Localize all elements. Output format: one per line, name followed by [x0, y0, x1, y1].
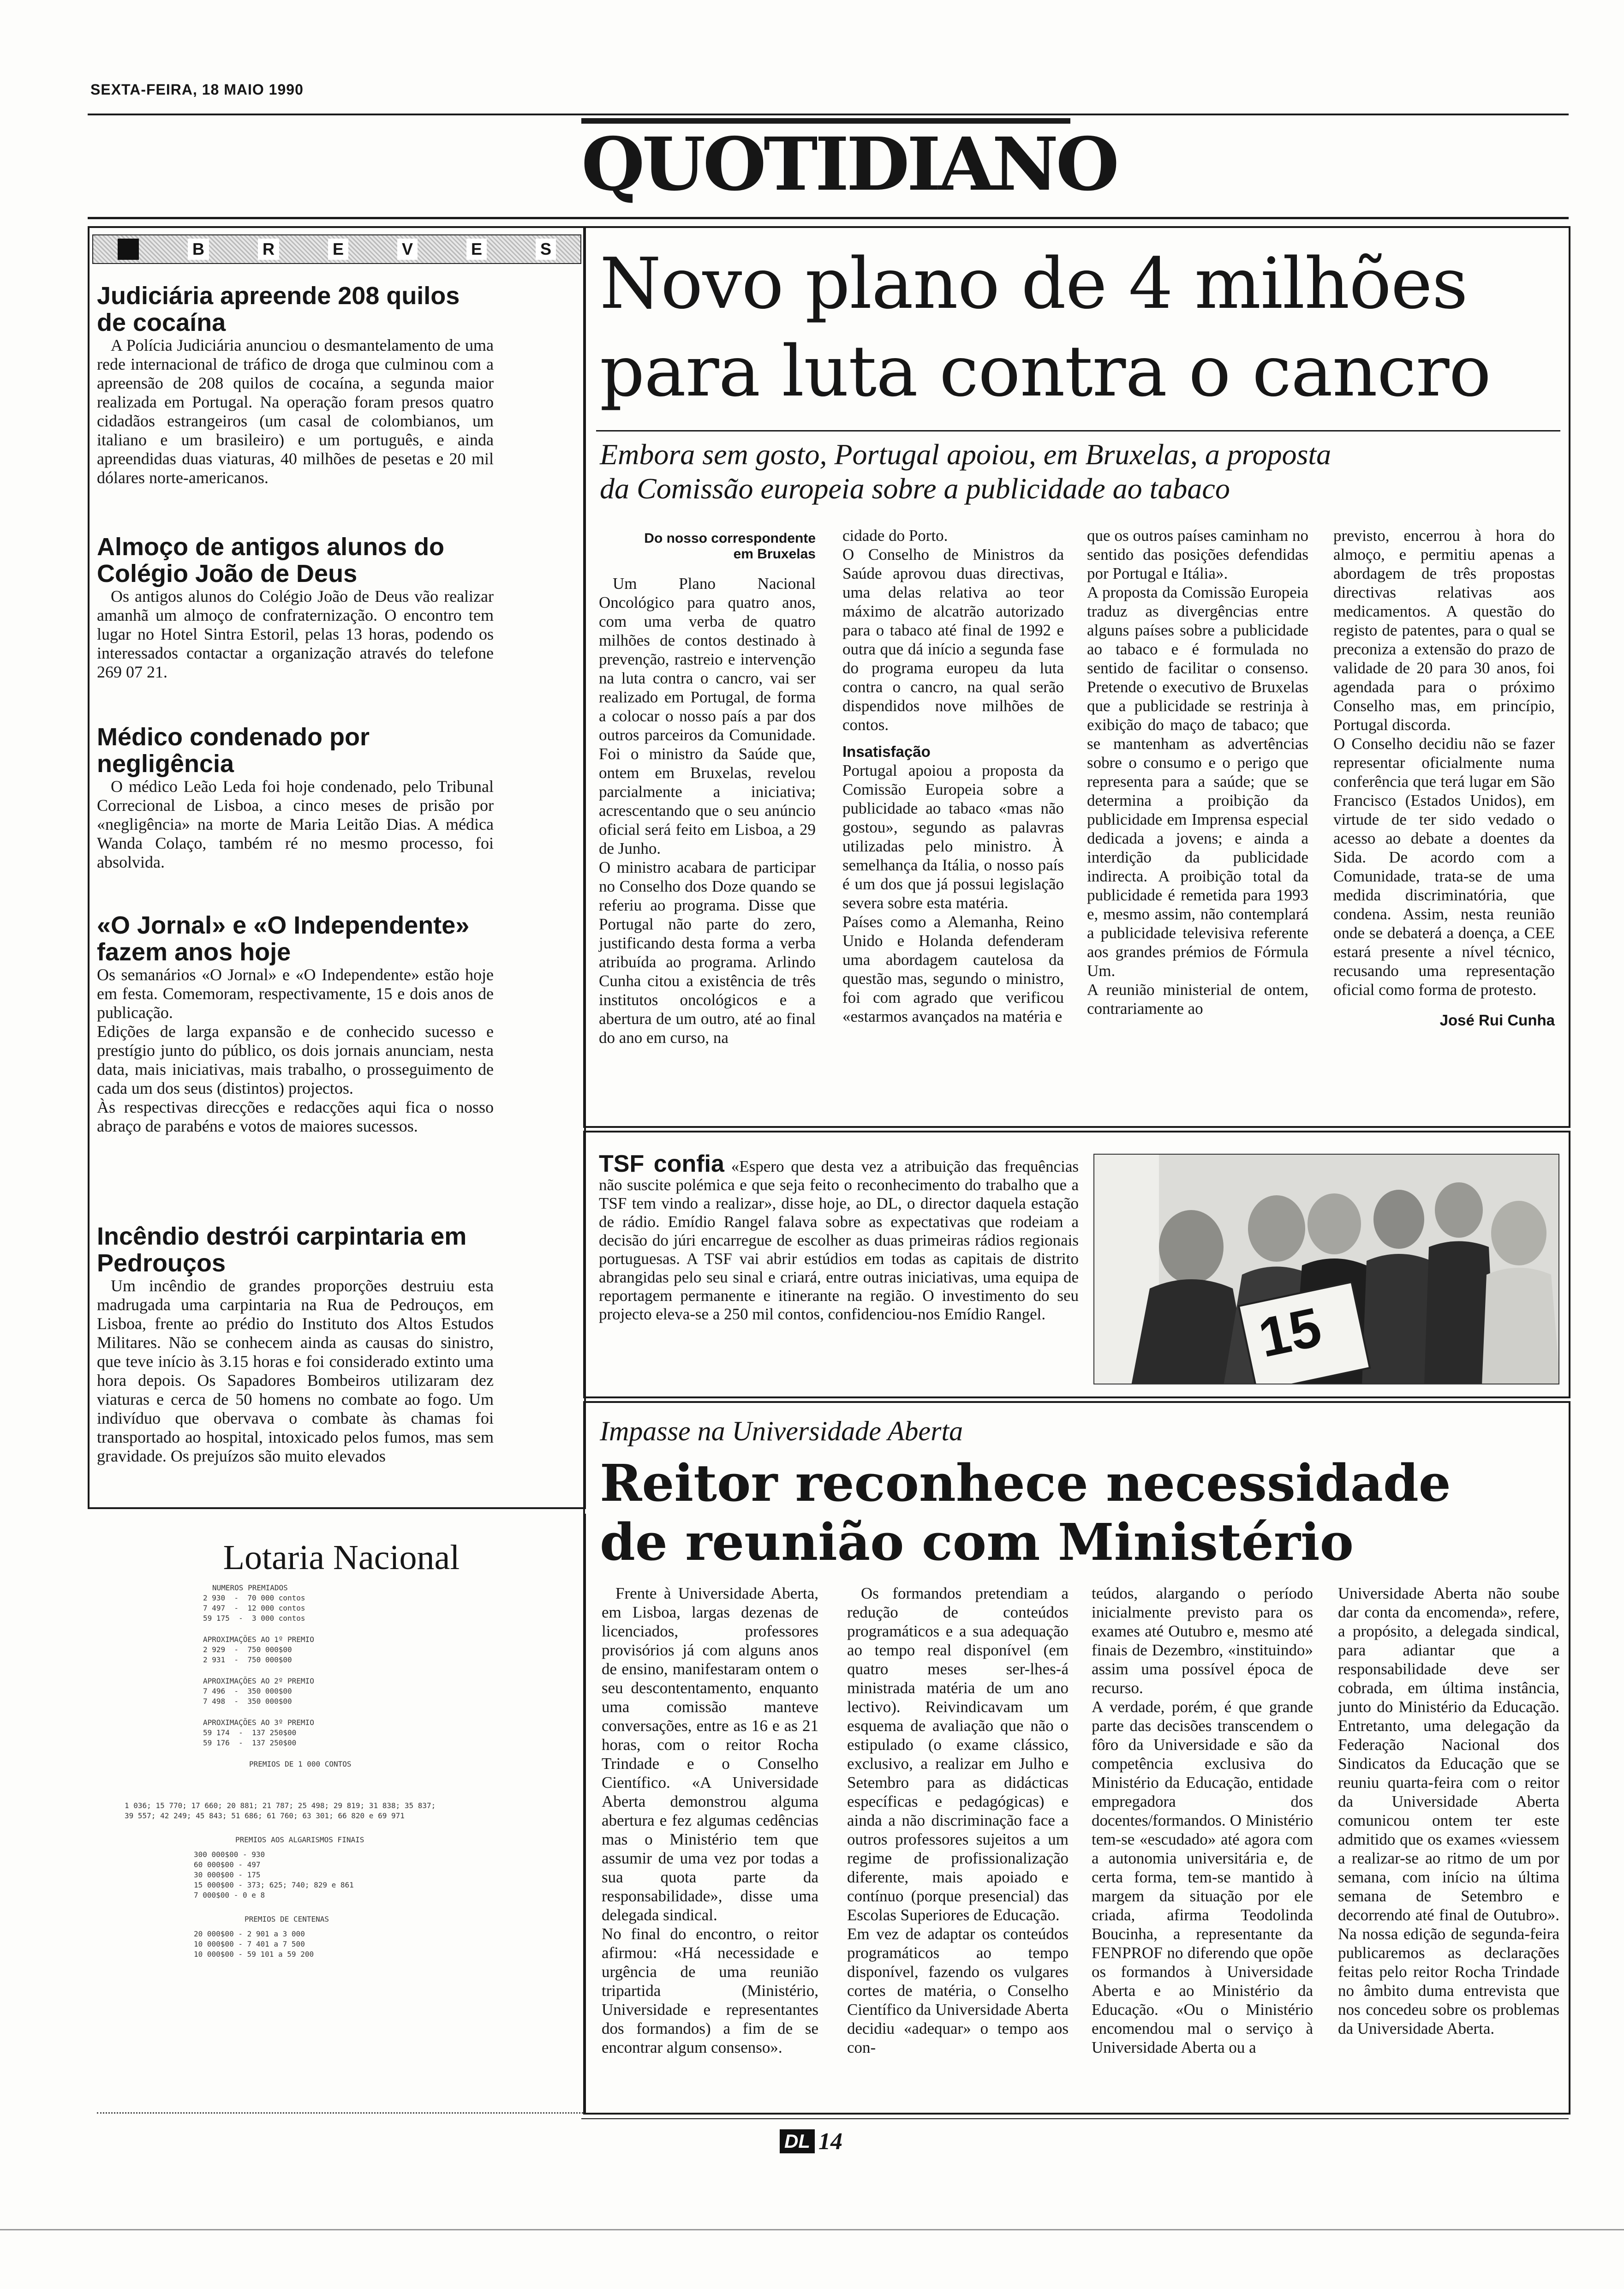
lottery-line: 7 498 - 350 000$00 — [203, 1697, 292, 1706]
article-text: previsto, encerrou à hora do almoço, e permitiu apenas a abordagem de três propostas directivas relativas aos medicamentos. A questão do registo de patentes, para o qual se preconiza a extensão do prazo de validade de 20 para 30 anos, foi agendada para o próximo Conselho mas, em princípio, Portugal discorda. O Conselho decidiu não se fazer representar oficialmente numa conferência que terá lugar em São Francisco (Estados Unidos), em virtude de ter sido vedado o acesso ao debate a doentes da Sida. De acordo com a Comunidade, trata-se de uma medida discriminatória, que condena. Assim, nesta reunião onde se debaterá a doença, a CEE estará presente a nível técnico, recusando uma representação oficial como forma de protesto. — [1333, 527, 1555, 999]
header-rule-top — [88, 114, 1569, 115]
footer-rule — [581, 2118, 1569, 2119]
lottery-line: 59 175 - 3 000 contos — [203, 1614, 305, 1623]
universidade-headline — [600, 1454, 1559, 1572]
lottery-line: 30 000$00 - 175 — [194, 1870, 261, 1879]
universidade-col-4 — [1338, 1584, 1559, 2038]
main-col-1 — [599, 531, 816, 1047]
header-rule-bottom — [88, 217, 1569, 219]
subhead: Insatisfação — [842, 743, 931, 760]
brief-item — [97, 1223, 494, 1466]
lottery-line: APROXIMAÇÕES AO 2º PREMIO — [203, 1677, 314, 1685]
lottery-line: 7 496 - 350 000$00 — [203, 1687, 292, 1696]
dl-logo: DL — [780, 2129, 815, 2153]
lottery-title: Lotaria Nacional — [223, 1538, 460, 1577]
lottery-line: 10 000$00 - 59 101 a 59 200 — [194, 1950, 314, 1959]
lottery-results — [203, 1583, 572, 1769]
lottery-line: PREMIOS AOS ALGARISMOS FINAIS — [235, 1835, 364, 1844]
page-edge-line — [0, 2229, 1624, 2230]
lottery-line: 7 000$00 - 0 e 8 — [194, 1891, 265, 1900]
brief-title: Médico condenado por negligência — [97, 723, 370, 778]
lottery-line: 59 176 - 137 250$00 — [203, 1738, 297, 1747]
universidade-kicker: Impasse na Universidade Aberta — [600, 1416, 963, 1446]
brief-item — [97, 724, 494, 872]
tsf-kicker: TSF confia — [599, 1150, 724, 1177]
main-col-4 — [1333, 526, 1555, 1030]
lottery-line: 300 000$00 - 930 — [194, 1850, 265, 1859]
lottery-line: 2 931 - 750 000$00 — [203, 1655, 292, 1664]
tsf-text — [599, 1150, 1079, 1324]
breves-letter: E — [328, 239, 348, 260]
lottery-line: 59 174 - 137 250$00 — [203, 1728, 297, 1737]
lottery-line: 1 036; 15 770; 17 660; 20 881; 21 787; 25 498; 29 819; 31 838; 35 837; — [125, 1801, 436, 1810]
lottery-line: APROXIMAÇÕES AO 3º PREMIO — [203, 1718, 314, 1727]
lottery-line: 7 497 - 12 000 contos — [203, 1604, 305, 1612]
main-col-2 — [842, 526, 1064, 1026]
article-text: teúdos, alargando o período inicialmente previsto para os exames até Outubro e, mesmo até finais de Dezembro, «instituindo» assim uma possível época de recurso. A verdade, porém, é que grande parte das decisões transcendem o fôro da Universidade e são da competência exclusiva do Ministério da Educação, entidade empregadora dos docentes/formandos. O Ministério tem-se «escudado» até agora com a autonomia universitária e, de certa forma, tem-se mantido à margem da situação por ele criada, afirma Teodolinda Boucinha, a representante da FENPROF no diferendo que opõe os formandos à Universidade Aberta e ao Ministério da Educação. «Ou o Ministério encomendou mal o serviço à Universidade Aberta ou a — [1092, 1584, 1313, 2056]
article-text: que os outros países caminham no sentido das posições defendidas por Portugal e Itália». A proposta da Comissão Europeia traduz as divergências entre alguns países sobre a publicidade ao tabaco e é formulada no sentido de facilitar o consenso. Pretende o executivo de Bruxelas que a publicidade se restrinja à exibição do maço de tabaco; que se mantenham as advertências sobre o consumo e o perigo que representa para a saúde; que se determina a proibição da publicidade em Imprensa especial dedicada a jovens; e ainda a interdição da publicidade indirecta. A proibição total da publicidade é remetida para 1993 e, mesmo assim, não contemplará a publicidade televisiva referente aos grandes prémios de Fórmula Um. A reunião ministerial de ontem, contrariamente ao — [1087, 527, 1308, 1018]
brief-item — [97, 533, 494, 682]
breves-letter: B — [188, 239, 209, 260]
brief-body: Os semanários «O Jornal» e «O Independente» estão hoje em festa. Comemoram, respectivamente, 15 e dois anos de publicação. Edições de larga expansão e de conhecido sucesso e prestígio junto do público, os dois jornais anunciam, nesta data, mais iniciativas, mais trabalho, o prosseguimento de cada um dos seus (distintos) projectos. Às respectivas direcções e redacções aqui fica o nosso abraço de parabéns e votos de maiores sucessos. — [97, 965, 494, 1135]
main-deck-line: da Comissão europeia sobre a publicidade ao tabaco — [600, 472, 1230, 505]
lottery-line: 10 000$00 - 7 401 a 7 500 — [194, 1940, 305, 1948]
lottery-results-wide — [125, 1801, 577, 1959]
people-photo-icon — [1094, 1155, 1559, 1384]
brief-body: Um incêndio de grandes proporções destruiu esta madrugada uma carpintaria na Rua de Pedrouços, em Lisboa, frente ao prédio do Instituto dos Altos Estudos Militares. Não se conhecem ainda as causas do sinistro, que teve início às 3.15 horas e foi considerado extinto uma hora depois. Os Sapadores Bombeiros utilizaram dez viaturas e cerca de 50 homens no combate ao fogo. Um indivíduo que obervava o combate às chamas foi transportado ao hospital, intoxicado pelos fumos, mas sem gravidade. Os prejuízos são muito elevados — [97, 1276, 494, 1465]
lottery-line: APROXIMAÇÕES AO 1º PREMIO — [203, 1635, 314, 1644]
universidade-headline-line: de reunião com Ministério — [600, 1512, 1354, 1572]
brief-title: Almoço de antigos alunos do Colégio João de Deus — [97, 533, 445, 587]
main-deck — [600, 437, 1559, 506]
article-text: Os formandos pretendiam a redução de conteúdos programáticos e a sua adequação ao tempo real disponível (em quatro meses ser-lhes-á ministrada matéria de um ano lectivo). Reivindicavam um esquema de avaliação que não o estipulado (o exame clássico, exclusivo, a realizar em Julho e Setembro para as didácticas específicas e pedagógicas) e ainda a não discriminação face a outros professores sujeitos a um regime de profissionalização diferente, mais apoiado e contínuo (porque presencial) das Escolas Superiores de Educação. Em vez de adaptar os conteúdos programáticos ao tempo disponível, fazendo os vulgares cortes de matéria, o Conselho Científico da Universidade Aberta decidiu «adequar» o tempo aos con- — [847, 1584, 1069, 2056]
brief-body: A Polícia Judiciária anunciou o desmantelamento de uma rede internacional de tráfico de droga que culminou com a apreensão de 208 quilos de cocaína, a segunda maior realizada em Portugal. Na operação foram presos quatro cidadãos estrangeiros (um casal de colombianos, um italiano e um brasileiro) e um português, e ainda apreendidas duas viaturas, 40 milhões de pesetas e 20 mil dólares norte-americanos. — [97, 336, 494, 487]
breves-letter: V — [397, 239, 418, 260]
lottery-line: 2 930 - 70 000 contos — [203, 1594, 305, 1602]
svg-text:15: 15 — [1253, 1295, 1327, 1369]
page-number: 14 — [818, 2128, 842, 2155]
lottery-line: NUMEROS PREMIADOS — [212, 1583, 288, 1592]
universidade-headline-line: Reitor reconhece necessidade — [600, 1453, 1451, 1513]
breves-letter: E — [466, 239, 487, 260]
article-text: Frente à Universidade Aberta, em Lisboa, largas dezenas de licenciados, professores provisórios já com alguns anos de ensino, manifestaram ontem o seu descontentamento, enquanto uma comissão manteve conversações, entre as 16 e as 21 horas, com o reitor Rocha Trindade e o Conselho Científico. «A Universidade Aberta demonstrou alguma abertura e fez algumas cedências mas o Ministério tem que assumir de uma vez por todas a sua quota parte da responsabilidade», disse uma delegada sindical. No final do encontro, o reitor afirmou: «Há necessidade e urgência de uma reunião tripartida (Ministério, Universidade e representantes dos formandos) a fim de se encontrar algum consenso». — [602, 1584, 818, 2056]
universidade-col-2 — [847, 1584, 1069, 2057]
main-headline — [600, 240, 1559, 415]
universidade-col-3 — [1092, 1584, 1313, 2057]
tsf-body-text: «Espero que desta vez a atribuição das frequências não suscite polémica e que seja feito o reconhecimento do trabalho que a TSF tem vindo a realizar», disse hoje, ao DL, o director daquela estação de rádio. Emídio Rangel falava sobre as expectativas que rodeiam a decisão do júri encarregue de escolher as duas primeiras rádios regionais portuguesas. A TSF vai abrir estúdios em todas as capitais de distrito abrangidas pelo seu sinal e criará, entre outras iniciativas, uma equipa de reportagem permanente e itinerante na região. O investimento do seu projecto eleva-se a 250 mil contos, confidenciou-nos Emídio Rangel. — [599, 1157, 1079, 1323]
footer-folio — [780, 2127, 842, 2155]
main-headline-rule — [596, 430, 1560, 431]
main-headline-line: para luta contra o cancro — [600, 330, 1491, 412]
brief-body: O médico Leão Leda foi hoje condenado, pelo Tribunal Correcional de Lisboa, a cinco meses de prisão por «negligência» na morte de Maria Leitão Dias. A médica Wanda Colaço, também ré no mesmo processo, foi absolvida. — [97, 777, 494, 871]
brief-body: Os antigos alunos do Colégio João de Deus vão realizar amanhã um almoço de confraternização. O encontro tem lugar no Hotel Sintra Estoril, pelas 13 horas, podendo os interessados contactar a organização através do telefone 269 07 21. — [97, 587, 494, 681]
dateline: SEXTA-FEIRA, 18 MAIO 1990 — [90, 81, 304, 98]
main-deck-line: Embora sem gosto, Portugal apoiou, em Bruxelas, a proposta — [600, 438, 1331, 471]
universidade-top-rule — [583, 1401, 1570, 1403]
main-col-3 — [1087, 526, 1308, 1018]
tsf-photo — [1093, 1154, 1559, 1384]
brief-item — [97, 282, 494, 487]
author-byline: José Rui Cunha — [1439, 1012, 1555, 1029]
brief-title: Judiciária apreende 208 quilos de cocaína — [97, 282, 460, 336]
article-text: Portugal apoiou a proposta da Comissão Europeia sobre a publicidade ao tabaco «mas não gostou», segundo as palavras utilizadas pelo ministro. À semelhança da Itália, o nosso país é um dos que já possui legislação severa sobre esta matéria. Países como a Alemanha, Reino Unido e Holanda defenderam uma abordagem cautelosa da questão mas, segundo o ministro, foi com agrado que verificou «estarmos avançados na matéria e — [842, 761, 1064, 1025]
lottery-line: 2 929 - 750 000$00 — [203, 1645, 292, 1654]
lottery-line: PREMIOS DE CENTENAS — [245, 1915, 329, 1923]
brief-title: «O Jornal» e «O Independente» fazem anos hoje — [97, 911, 470, 966]
breves-letter: R — [258, 239, 279, 260]
byline-top: Do nosso correspondente em Bruxelas — [644, 531, 816, 562]
lottery-line: 15 000$00 - 373; 625; 740; 829 e 861 — [194, 1881, 354, 1889]
lottery-line: PREMIOS DE 1 000 CONTOS — [249, 1760, 352, 1768]
brief-item — [97, 912, 494, 1136]
breves-letter: S — [536, 239, 556, 260]
tsf-body — [599, 1150, 1079, 1324]
section-title: QUOTIDIANO — [581, 122, 1117, 207]
breves-banner — [92, 234, 581, 264]
breves-square-icon — [118, 239, 139, 260]
brief-title: Incêndio destrói carpintaria em Pedrouços — [97, 1222, 467, 1277]
universidade-col-1 — [602, 1584, 818, 2057]
main-headline-line: Novo plano de 4 milhões — [600, 243, 1468, 324]
article-text: Um Plano Nacional Oncológico para quatro anos, com uma verba de quatro milhões de contos destinado à prevenção, rastreio e intervenção na luta contra o cancro, vai ser realizado em Portugal, de forma a colocar o nosso país a par dos outros parceiros da Comunidade. Foi o ministro da Saúde que, ontem em Bruxelas, revelou parcialmente a iniciativa; acrescentando que o seu anúncio oficial será feito em Lisboa, a 29 de Junho. O ministro acabara de participar no Conselho dos Doze quando se referiu ao programa. Disse que Portugal não parte do zero, justificando desta forma a verba atribuída ao programa. Arlindo Cunha citou a existência de três institutos oncológicos e a abertura de um outro, até ao final do ano em curso, na — [599, 575, 816, 1047]
article-text: Universidade Aberta não soube dar conta da encomenda», refere, a propósito, a delegada sindical, para adiantar que a responsabilidade deve ser cobrada, em última instância, junto do Ministério da Educação. Entretanto, uma delegação da Federação Nacional dos Sindicatos da Educação que se reuniu quarta-feira com o reitor da Universidade Aberta comunicou ontem ter este admitido que os exames «viessem a realizar-se ao ritmo de um por semana, com início na última semana de Setembro e decorrendo até final de Outubro». Na nossa edição de segunda-feira publicaremos as declarações feitas pelo reitor Rocha Trindade no âmbito duma entrevista que nos concedeu sobre os problemas da Universidade Aberta. — [1338, 1584, 1559, 2037]
lottery-line: 20 000$00 - 2 901 a 3 000 — [194, 1929, 305, 1938]
lottery-box — [97, 1514, 586, 2114]
article-text: cidade do Porto. O Conselho de Ministros da Saúde aprovou duas directivas, uma delas relativa ao teor máximo de alcatrão autorizado para o tabaco até final de 1992 e outra que dá início a segunda fase do programa europeu da luta contra o cancro, na qual serão dispendidos nove milhões de contos. — [842, 527, 1064, 734]
lottery-line: 39 557; 42 249; 45 843; 51 686; 61 760; 63 301; 66 820 e 69 971 — [125, 1811, 405, 1820]
lottery-line: 60 000$00 - 497 — [194, 1860, 261, 1869]
